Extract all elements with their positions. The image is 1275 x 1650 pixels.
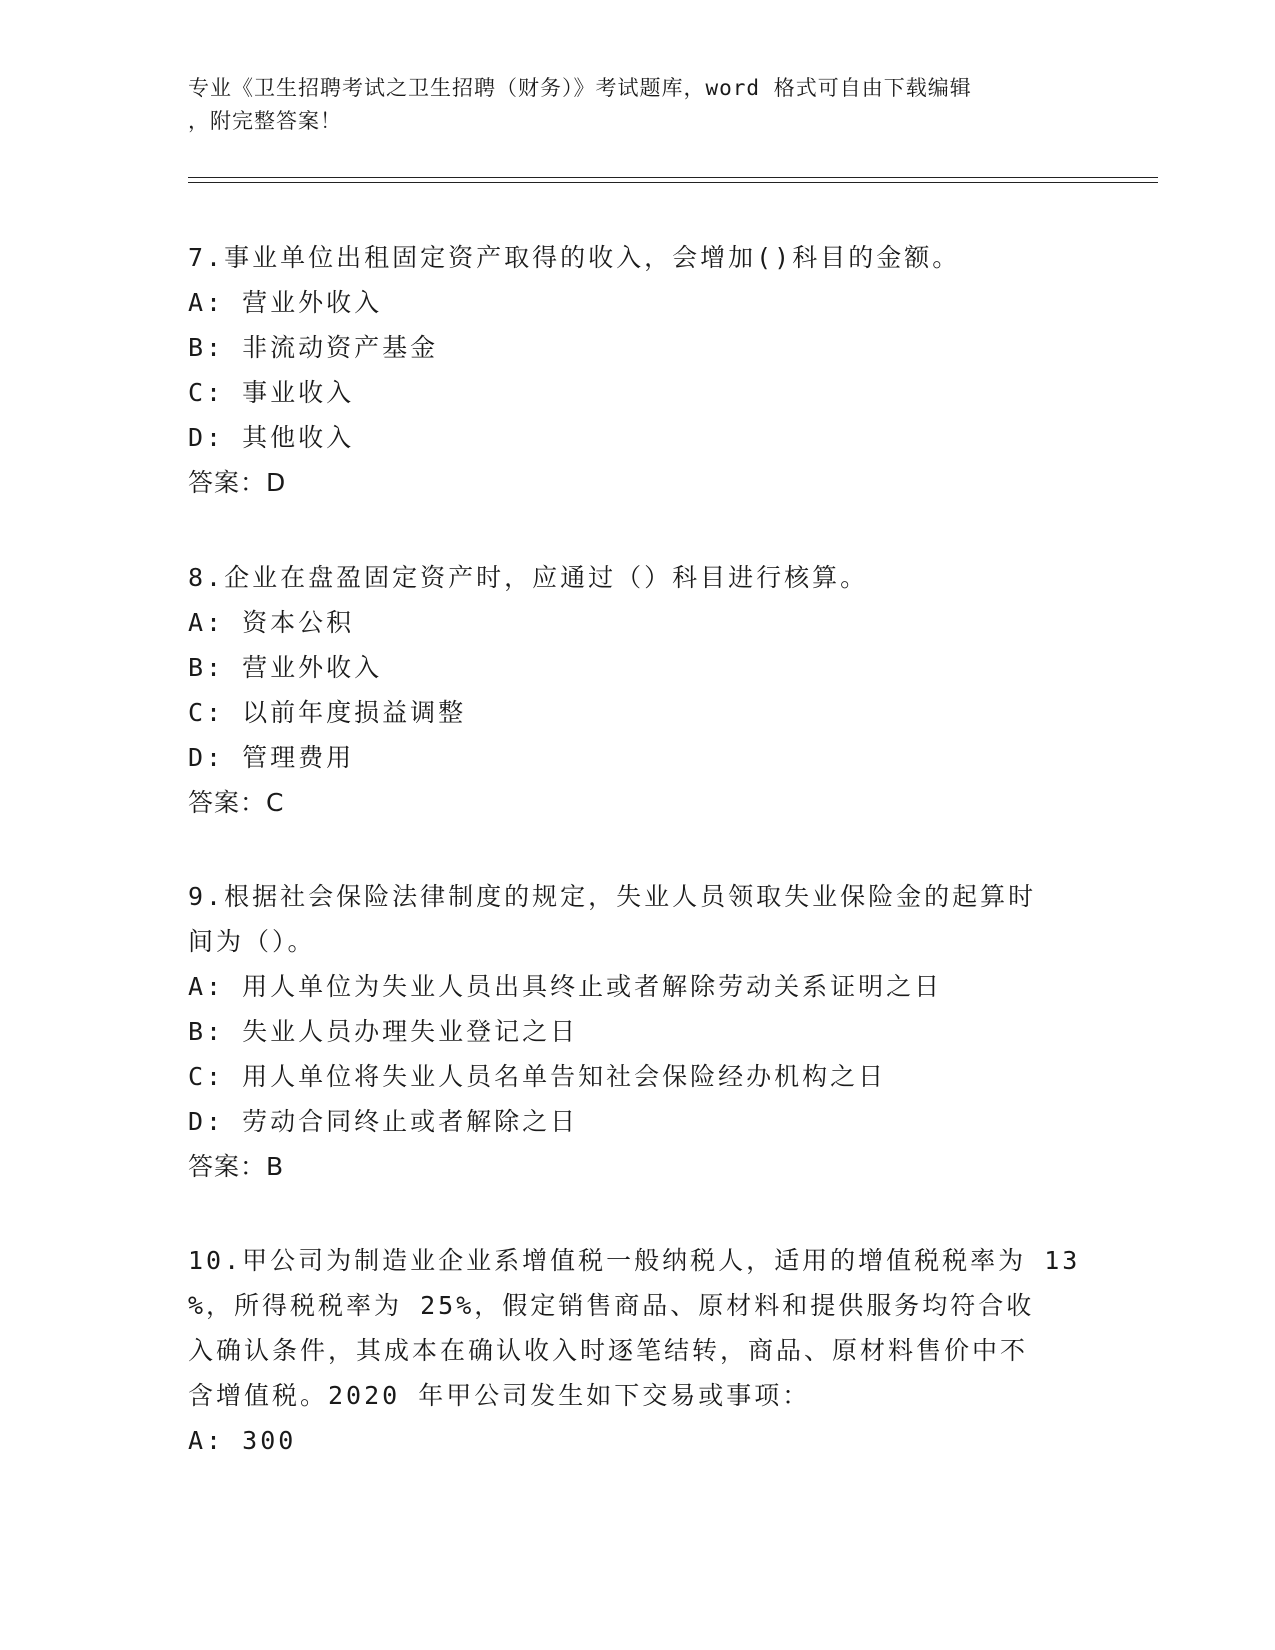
option-a: A: 用人单位为失业人员出具终止或者解除劳动关系证明之日 <box>188 972 943 1001</box>
option-a: A: 营业外收入 <box>188 288 383 317</box>
option-d: D: 劳动合同终止或者解除之日 <box>188 1107 579 1136</box>
document-header <box>188 72 1088 138</box>
option-a: A: 300 <box>188 1426 297 1455</box>
header-line-1: 专业《卫生招聘考试之卫生招聘（财务）》考试题库，word 格式可自由下载编辑 <box>188 76 972 100</box>
question-text: 7.事业单位出租固定资产取得的收入，会增加()科目的金额。 <box>188 243 961 272</box>
question-7 <box>188 235 1088 505</box>
question-10 <box>188 1238 1088 1463</box>
option-b: B: 非流动资产基金 <box>188 333 439 362</box>
question-text: 8.企业在盘盈固定资产时，应通过（）科目进行核算。 <box>188 563 869 592</box>
answer: 答案：C <box>188 788 285 817</box>
question-text-line-3: 入确认条件，其成本在确认收入时逐笔结转，商品、原材料售价中不 <box>188 1336 1029 1365</box>
answer: 答案：B <box>188 1152 285 1181</box>
question-9 <box>188 874 1088 1189</box>
option-c: C: 以前年度损益调整 <box>188 698 467 727</box>
question-text-line-2: %，所得税税率为 25%，假定销售商品、原材料和提供服务均符合收 <box>188 1291 1035 1320</box>
question-text-line-2: 间为（）。 <box>188 927 316 956</box>
option-c: C: 事业收入 <box>188 378 355 407</box>
question-text-line-4: 含增值税。2020 年甲公司发生如下交易或事项： <box>188 1381 811 1410</box>
header-line-2: ，附完整答案！ <box>188 109 342 133</box>
option-d: D: 其他收入 <box>188 423 355 452</box>
question-8 <box>188 555 1088 825</box>
answer: 答案：D <box>188 468 287 497</box>
header-divider-bottom <box>188 182 1158 183</box>
question-text-line-1: 10.甲公司为制造业企业系增值税一般纳税人，适用的增值税税率为 13 <box>188 1246 1081 1275</box>
option-a: A: 资本公积 <box>188 608 355 637</box>
option-b: B: 营业外收入 <box>188 653 383 682</box>
option-b: B: 失业人员办理失业登记之日 <box>188 1017 579 1046</box>
header-divider-top <box>188 177 1158 178</box>
option-d: D: 管理费用 <box>188 743 355 772</box>
question-text-line-1: 9.根据社会保险法律制度的规定，失业人员领取失业保险金的起算时 <box>188 882 1037 911</box>
option-c: C: 用人单位将失业人员名单告知社会保险经办机构之日 <box>188 1062 887 1091</box>
